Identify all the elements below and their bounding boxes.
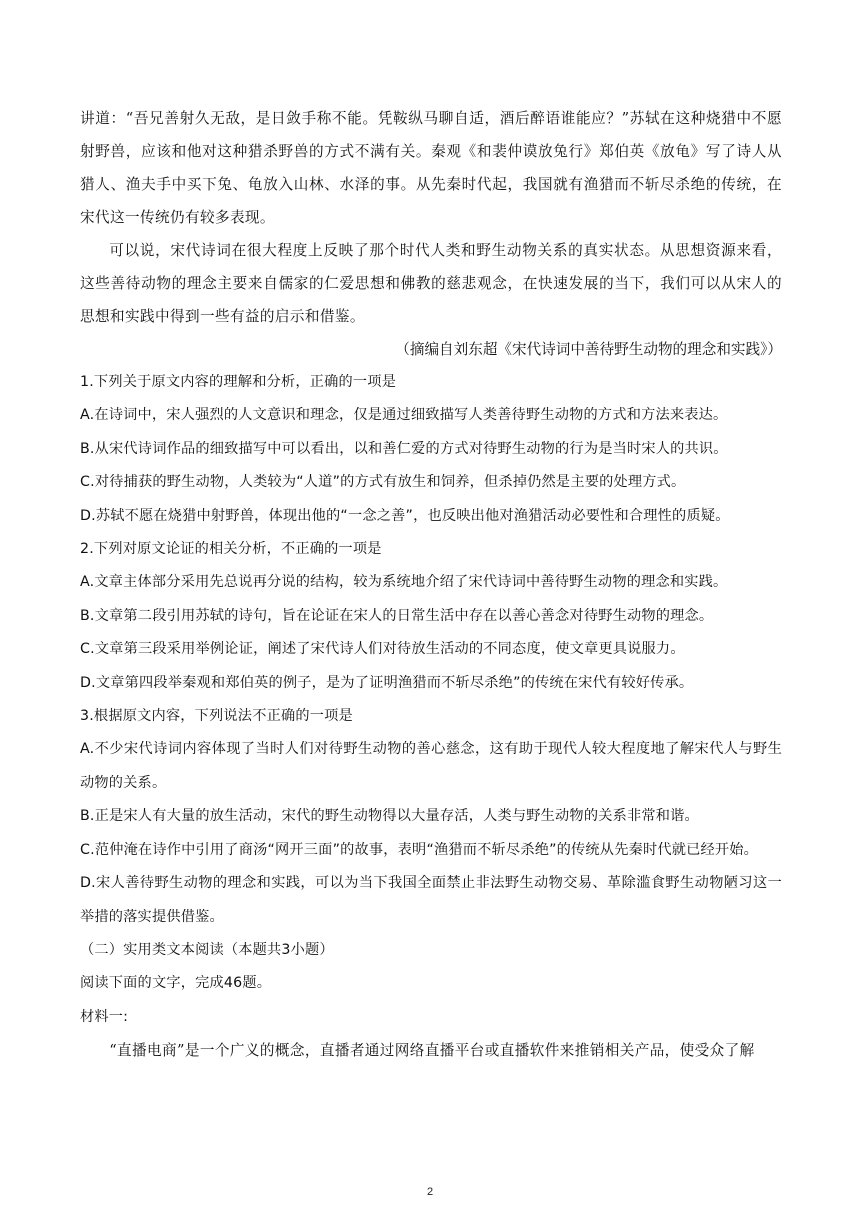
passage-paragraph-2: 可以说，宋代诗词在很大程度上反映了那个时代人类和野生动物关系的真实状态。从思想资源来看，这些善待动物的理念主要来自儒家的仁爱思想和佛教的慈悲观念，在快速发展的当下，我们可以从宋人的思想和实践中得到一些有益的启示和借鉴。 xyxy=(80,242,782,325)
question-stem: 1.下列关于原文内容的理解和分析，正确的一项是 xyxy=(80,374,397,390)
material-text: “直播电商”是一个广义的概念，直播者通过网络直播平台或直播软件来推销相关产品，使受众了解 xyxy=(109,1042,755,1060)
page-content xyxy=(80,102,782,1067)
option-d: D.苏轼不愿在烧猎中射野兽，体现出他的“一念之善”，也反映出他对渔猎活动必要性和合理性的质疑。 xyxy=(80,507,730,524)
material-label: 材料一: xyxy=(80,1008,129,1025)
page-number: 2 xyxy=(426,1186,434,1198)
section-heading: （二）实用类文本阅读（本题共3小题） xyxy=(80,941,334,958)
option-b: B.文章第二段引用苏轼的诗句，旨在论证在宋人的日常生活中存在以善心善念对待野生动物的理念。 xyxy=(80,607,714,624)
section-instruction: 阅读下面的文字，完成46题。 xyxy=(80,975,272,992)
option-d: D.文章第四段举秦观和郑伯英的例子，是为了证明渔猎而不斩尽杀绝”的传统在宋代有较好传承。 xyxy=(80,674,694,691)
question-stem: 2.下列对原文论证的相关分析，不正确的一项是 xyxy=(80,541,382,558)
option-c: C.文章第三段采用举例论证，阐述了宋代诗人们对待放生活动的不同态度，使文章更具说服力。 xyxy=(80,641,685,658)
passage-source: （摘编自刘东超《宋代诗词中善待野生动物的理念和实践》） xyxy=(395,341,782,358)
question-2 xyxy=(80,533,782,700)
question-stem: 3.根据原文内容，下列说法不正确的一项是 xyxy=(80,708,353,725)
option-a: A.在诗词中，宋人强烈的人文意识和理念，仅是通过细致描写人类善待野生动物的方式和方法来表达。 xyxy=(80,407,728,424)
option-a: A.文章主体部分采用先总说再分说的结构，较为系统地介绍了宋代诗词中善待野生动物的理念和实践。 xyxy=(80,574,728,591)
option-a: A.不少宋代诗词内容体现了当时人们对待野生动物的善心慈念，这有助于现代人较大程度地了解宋代人与野生动物的关系。 xyxy=(80,741,782,791)
question-1 xyxy=(80,366,782,533)
option-d: D.宋人善待野生动物的理念和实践，可以为当下我国全面禁止非法野生动物交易、革除滥食野生动物陋习这一举措的落实提供借鉴。 xyxy=(80,875,782,925)
option-c: C.范仲淹在诗作中引用了商汤“网开三面”的故事，表明“渔猎而不斩尽杀绝”的传统从先秦时代就已经开始。 xyxy=(80,841,759,858)
option-c: C.对待捕获的野生动物，人类较为“人道”的方式有放生和饲养，但杀掉仍然是主要的处理方式。 xyxy=(80,474,686,491)
option-b: B.从宋代诗词作品的细致描写中可以看出，以和善仁爱的方式对待野生动物的行为是当时宋人的共识。 xyxy=(80,440,728,457)
question-3 xyxy=(80,700,782,934)
passage-paragraph-1: 讲道：“吾兄善射久无敌，是日敛手称不能。凭鞍纵马聊自适，酒后醉语谁能应？”苏轼在这种烧猎中不愿射野兽，应该和他对这种猎杀野兽的方式不满有关。秦观《和裴仲谟放兔行》郑伯英《放龟》写了诗人从猎人、渔夫手中买下兔、龟放入山林、水泽的事。从先秦时代起，我国就有渔猎而不斩尽杀绝的传统，在宋代这一传统仍有较多表现。 xyxy=(80,110,782,226)
option-b: B.正是宋人有大量的放生活动，宋代的野生动物得以大量存活，人类与野生动物的关系非常和谐。 xyxy=(80,808,699,825)
